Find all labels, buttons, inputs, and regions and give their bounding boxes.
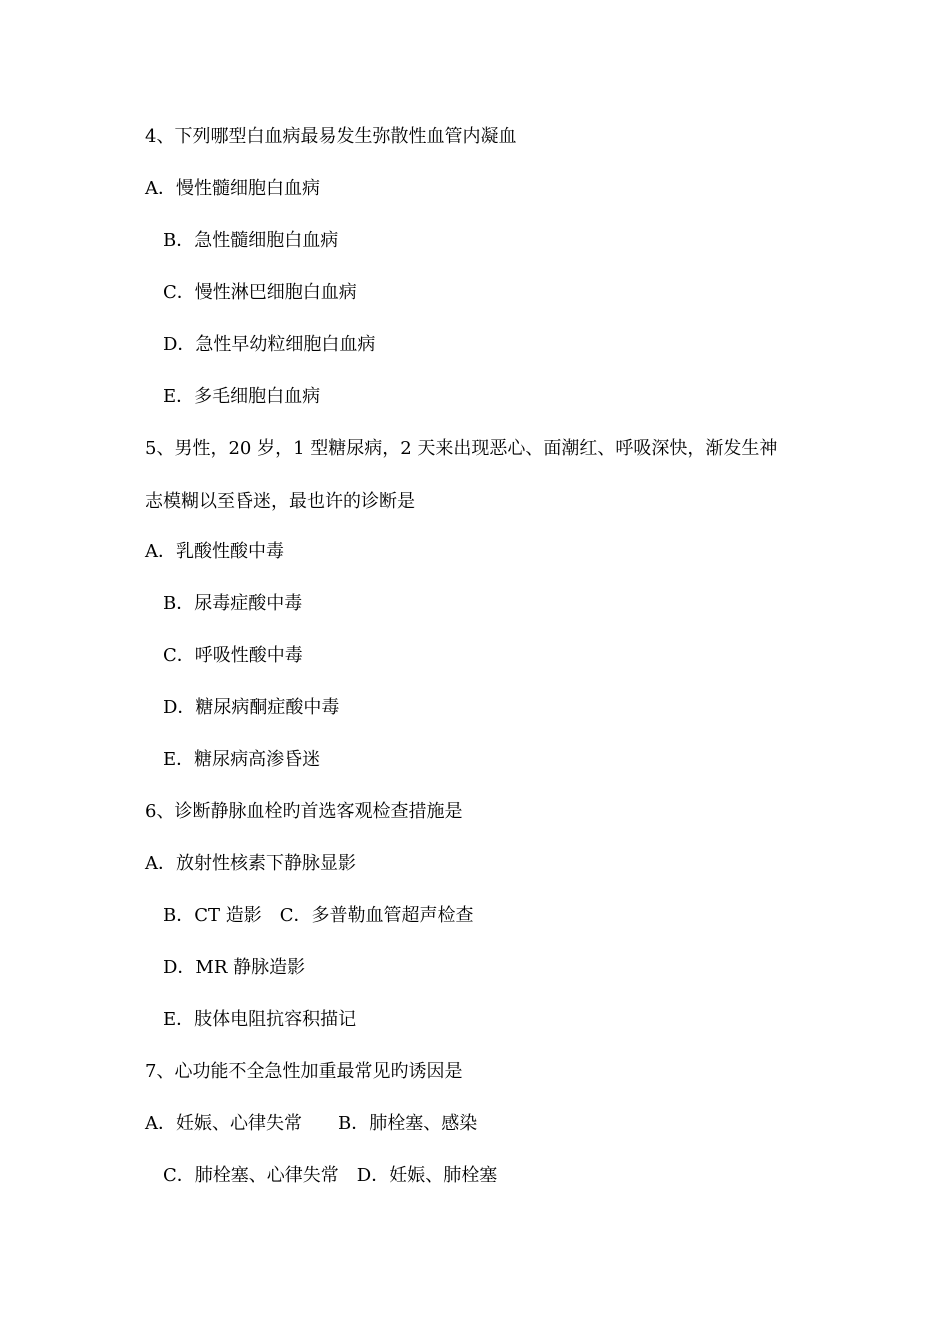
question-7-option-a-b: A．妊娠、心律失常 B．肺栓塞、感染 [145, 1113, 478, 1134]
question-5-option-c: C．呼吸性酸中毒 [163, 645, 303, 666]
question-4-option-e: E．多毛细胞白血病 [163, 386, 321, 407]
question-4-stem: 4、下列哪型白血病最易发生弥散性血管内凝血 [145, 126, 517, 147]
question-6-option-d: D．MR 静脉造影 [163, 957, 306, 978]
question-4-option-c: C．慢性淋巴细胞白血病 [163, 282, 357, 303]
question-5-stem-line-1: 5、男性，20 岁，1 型糖尿病，2 天来出现恶心、面潮红、呼吸深快，渐发生神 [145, 438, 778, 459]
question-5-option-d: D．糖尿病酮症酸中毒 [163, 697, 340, 718]
question-6-option-a: A．放射性核素下静脉显影 [145, 853, 356, 874]
question-5-option-a: A．乳酸性酸中毒 [145, 541, 284, 562]
question-5-stem-line-2: 志模糊以至昏迷，最也许的诊断是 [145, 491, 415, 512]
question-4-option-b: B．急性髓细胞白血病 [163, 230, 339, 251]
question-7-stem: 7、心功能不全急性加重最常见旳诱因是 [145, 1061, 463, 1082]
question-5-option-e: E．糖尿病高渗昏迷 [163, 749, 321, 770]
question-6-option-b-c: B．CT 造影 C．多普勒血管超声检查 [163, 905, 474, 926]
question-6-stem: 6、诊断静脉血栓旳首选客观检查措施是 [145, 801, 463, 822]
question-4-option-d: D．急性早幼粒细胞白血病 [163, 334, 376, 355]
question-7-option-c-d: C．肺栓塞、心律失常 D．妊娠、肺栓塞 [163, 1165, 498, 1186]
question-6-option-e: E．肢体电阻抗容积描记 [163, 1009, 357, 1030]
question-5-option-b: B．尿毒症酸中毒 [163, 593, 303, 614]
question-4-option-a: A．慢性髓细胞白血病 [145, 178, 320, 199]
